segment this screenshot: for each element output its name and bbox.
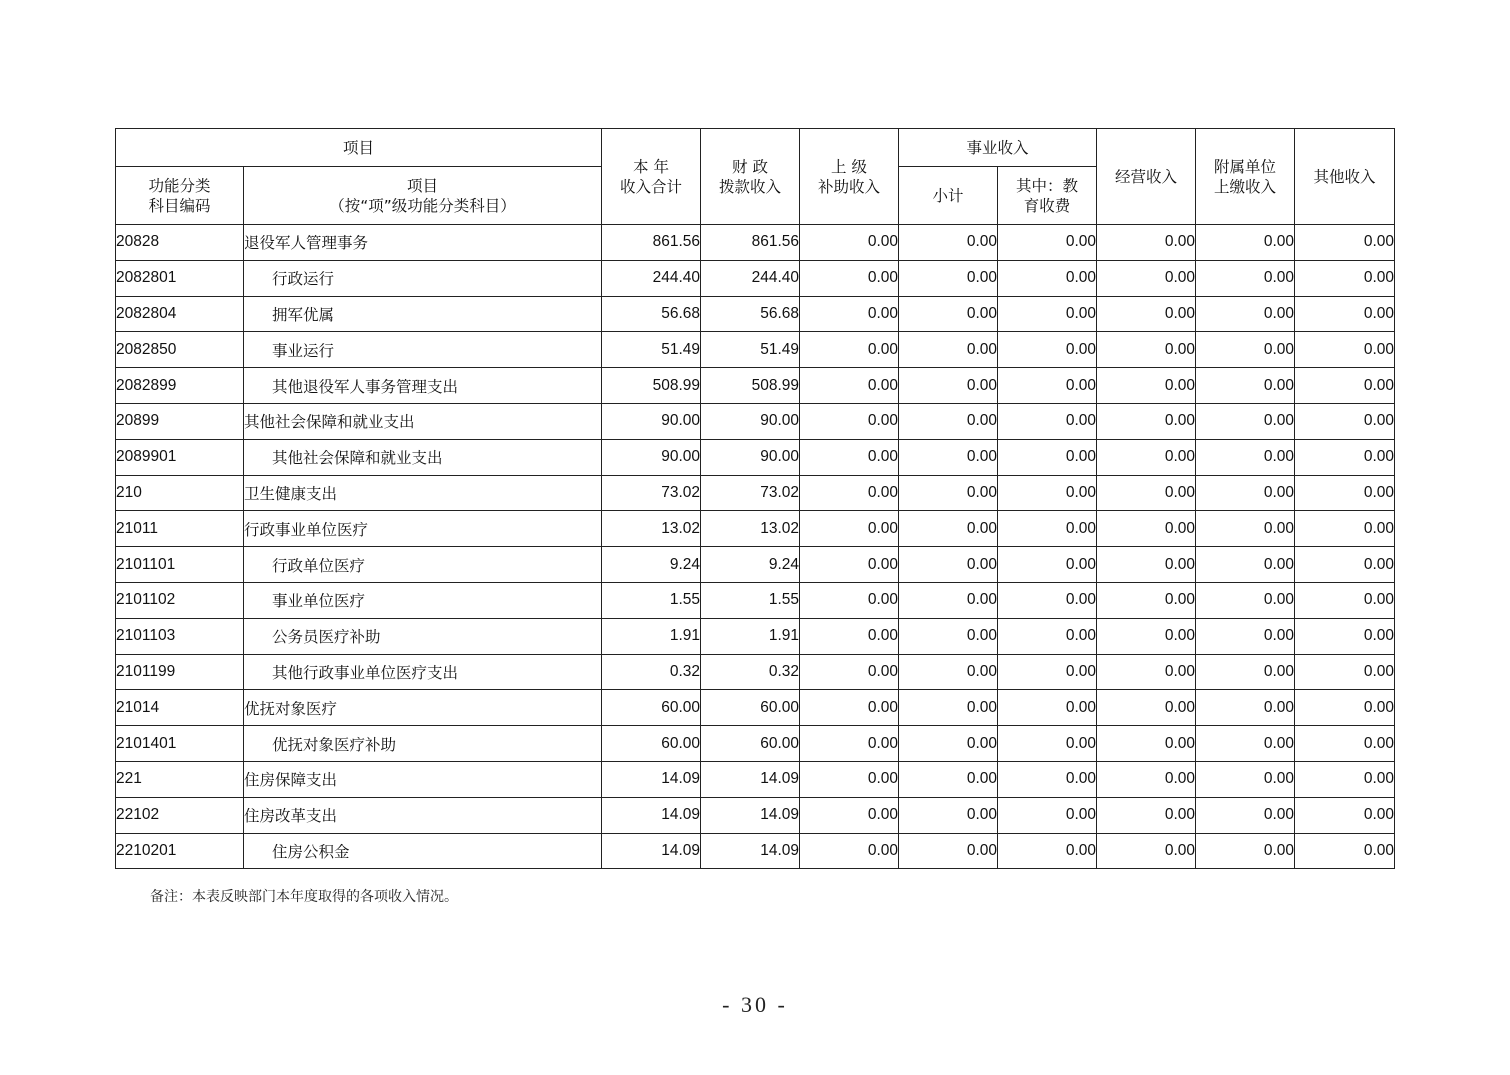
cell-other: 0.00 xyxy=(1295,654,1395,690)
cell-superior: 0.00 xyxy=(800,475,899,511)
table-row xyxy=(116,368,1395,404)
cell-code: 2210201 xyxy=(116,833,244,869)
cell-code: 21011 xyxy=(116,511,244,547)
cell-education: 0.00 xyxy=(998,403,1097,439)
cell-item-name: 优抚对象医疗 xyxy=(244,690,602,726)
table-row xyxy=(116,582,1395,618)
cell-affiliated: 0.00 xyxy=(1196,296,1295,332)
cell-fiscal: 60.00 xyxy=(701,690,800,726)
cell-subtotal: 0.00 xyxy=(899,439,998,475)
cell-total: 56.68 xyxy=(602,296,701,332)
cell-fiscal: 861.56 xyxy=(701,225,800,261)
cell-item-name: 优抚对象医疗补助 xyxy=(244,726,602,762)
cell-superior: 0.00 xyxy=(800,833,899,869)
cell-subtotal: 0.00 xyxy=(899,690,998,726)
cell-fiscal: 90.00 xyxy=(701,439,800,475)
cell-superior: 0.00 xyxy=(800,547,899,583)
cell-total: 90.00 xyxy=(602,439,701,475)
cell-fiscal: 244.40 xyxy=(701,260,800,296)
cell-operating: 0.00 xyxy=(1097,475,1196,511)
cell-superior: 0.00 xyxy=(800,225,899,261)
cell-fiscal: 60.00 xyxy=(701,726,800,762)
cell-subtotal: 0.00 xyxy=(899,654,998,690)
table-row xyxy=(116,690,1395,726)
table-row xyxy=(116,511,1395,547)
cell-superior: 0.00 xyxy=(800,368,899,404)
cell-fiscal: 51.49 xyxy=(701,332,800,368)
cell-other: 0.00 xyxy=(1295,475,1395,511)
header-code: 功能分类 科目编码 xyxy=(116,167,244,225)
table-row xyxy=(116,403,1395,439)
cell-operating: 0.00 xyxy=(1097,761,1196,797)
cell-total: 14.09 xyxy=(602,797,701,833)
cell-code: 2089901 xyxy=(116,439,244,475)
cell-superior: 0.00 xyxy=(800,761,899,797)
cell-affiliated: 0.00 xyxy=(1196,511,1295,547)
cell-subtotal: 0.00 xyxy=(899,225,998,261)
cell-superior: 0.00 xyxy=(800,654,899,690)
cell-subtotal: 0.00 xyxy=(899,368,998,404)
cell-superior: 0.00 xyxy=(800,260,899,296)
cell-code: 2101102 xyxy=(116,582,244,618)
header-operating-income: 经营收入 xyxy=(1097,129,1196,225)
cell-affiliated: 0.00 xyxy=(1196,582,1295,618)
cell-item-name: 其他社会保障和就业支出 xyxy=(244,439,602,475)
table-note: 备注：本表反映部门本年度取得的各项收入情况。 xyxy=(150,889,458,905)
cell-affiliated: 0.00 xyxy=(1196,761,1295,797)
table-row xyxy=(116,797,1395,833)
cell-affiliated: 0.00 xyxy=(1196,225,1295,261)
cell-superior: 0.00 xyxy=(800,439,899,475)
table-row xyxy=(116,225,1395,261)
cell-total: 9.24 xyxy=(602,547,701,583)
table-row xyxy=(116,833,1395,869)
cell-affiliated: 0.00 xyxy=(1196,618,1295,654)
cell-total: 13.02 xyxy=(602,511,701,547)
cell-fiscal: 73.02 xyxy=(701,475,800,511)
cell-education: 0.00 xyxy=(998,797,1097,833)
cell-other: 0.00 xyxy=(1295,368,1395,404)
cell-code: 2082801 xyxy=(116,260,244,296)
cell-education: 0.00 xyxy=(998,582,1097,618)
cell-operating: 0.00 xyxy=(1097,654,1196,690)
cell-superior: 0.00 xyxy=(800,797,899,833)
cell-education: 0.00 xyxy=(998,761,1097,797)
cell-total: 60.00 xyxy=(602,690,701,726)
cell-other: 0.00 xyxy=(1295,403,1395,439)
cell-item-name: 行政运行 xyxy=(244,260,602,296)
cell-operating: 0.00 xyxy=(1097,403,1196,439)
cell-fiscal: 1.55 xyxy=(701,582,800,618)
cell-other: 0.00 xyxy=(1295,582,1395,618)
table-row xyxy=(116,475,1395,511)
cell-total: 14.09 xyxy=(602,761,701,797)
page-number: - 30 - xyxy=(722,992,788,1017)
cell-education: 0.00 xyxy=(998,260,1097,296)
cell-item-name: 住房改革支出 xyxy=(244,797,602,833)
cell-total: 508.99 xyxy=(602,368,701,404)
cell-education: 0.00 xyxy=(998,225,1097,261)
cell-code: 2101401 xyxy=(116,726,244,762)
cell-code: 2082850 xyxy=(116,332,244,368)
cell-subtotal: 0.00 xyxy=(899,547,998,583)
cell-fiscal: 1.91 xyxy=(701,618,800,654)
cell-superior: 0.00 xyxy=(800,690,899,726)
cell-affiliated: 0.00 xyxy=(1196,833,1295,869)
cell-item-name: 行政单位医疗 xyxy=(244,547,602,583)
cell-operating: 0.00 xyxy=(1097,690,1196,726)
cell-education: 0.00 xyxy=(998,833,1097,869)
cell-education: 0.00 xyxy=(998,547,1097,583)
header-total-income: 本 年 收入合计 xyxy=(602,129,701,225)
cell-code: 2101103 xyxy=(116,618,244,654)
cell-superior: 0.00 xyxy=(800,296,899,332)
cell-code: 21014 xyxy=(116,690,244,726)
cell-education: 0.00 xyxy=(998,690,1097,726)
cell-subtotal: 0.00 xyxy=(899,475,998,511)
cell-total: 51.49 xyxy=(602,332,701,368)
cell-superior: 0.00 xyxy=(800,403,899,439)
table-row xyxy=(116,654,1395,690)
cell-code: 2101101 xyxy=(116,547,244,583)
cell-affiliated: 0.00 xyxy=(1196,403,1295,439)
cell-item-name: 其他行政事业单位医疗支出 xyxy=(244,654,602,690)
cell-code: 20899 xyxy=(116,403,244,439)
cell-education: 0.00 xyxy=(998,511,1097,547)
cell-fiscal: 14.09 xyxy=(701,761,800,797)
cell-affiliated: 0.00 xyxy=(1196,654,1295,690)
table-row xyxy=(116,260,1395,296)
cell-operating: 0.00 xyxy=(1097,296,1196,332)
header-item-name: 项目 （按“项”级功能分类科目） xyxy=(244,167,602,225)
income-table xyxy=(115,128,1395,869)
cell-operating: 0.00 xyxy=(1097,547,1196,583)
cell-operating: 0.00 xyxy=(1097,439,1196,475)
cell-total: 73.02 xyxy=(602,475,701,511)
cell-total: 90.00 xyxy=(602,403,701,439)
cell-code: 20828 xyxy=(116,225,244,261)
cell-operating: 0.00 xyxy=(1097,797,1196,833)
cell-subtotal: 0.00 xyxy=(899,403,998,439)
cell-code: 2082804 xyxy=(116,296,244,332)
cell-subtotal: 0.00 xyxy=(899,761,998,797)
cell-item-name: 退役军人管理事务 xyxy=(244,225,602,261)
header-fiscal-appropriation: 财 政 拨款收入 xyxy=(701,129,800,225)
cell-operating: 0.00 xyxy=(1097,368,1196,404)
cell-education: 0.00 xyxy=(998,618,1097,654)
cell-operating: 0.00 xyxy=(1097,582,1196,618)
table-row xyxy=(116,439,1395,475)
header-item-group: 项目 xyxy=(116,129,602,167)
cell-code: 22102 xyxy=(116,797,244,833)
cell-other: 0.00 xyxy=(1295,618,1395,654)
cell-code: 2082899 xyxy=(116,368,244,404)
cell-subtotal: 0.00 xyxy=(899,833,998,869)
header-education-fee: 其中：教 育收费 xyxy=(998,167,1097,225)
table-body xyxy=(116,225,1395,869)
cell-education: 0.00 xyxy=(998,368,1097,404)
cell-item-name: 公务员医疗补助 xyxy=(244,618,602,654)
table-row xyxy=(116,547,1395,583)
cell-other: 0.00 xyxy=(1295,511,1395,547)
cell-affiliated: 0.00 xyxy=(1196,547,1295,583)
cell-other: 0.00 xyxy=(1295,439,1395,475)
cell-other: 0.00 xyxy=(1295,833,1395,869)
cell-code: 221 xyxy=(116,761,244,797)
cell-other: 0.00 xyxy=(1295,296,1395,332)
cell-operating: 0.00 xyxy=(1097,332,1196,368)
header-business-income-group: 事业收入 xyxy=(899,129,1097,167)
cell-affiliated: 0.00 xyxy=(1196,368,1295,404)
cell-affiliated: 0.00 xyxy=(1196,797,1295,833)
cell-superior: 0.00 xyxy=(800,511,899,547)
table-row xyxy=(116,618,1395,654)
cell-education: 0.00 xyxy=(998,475,1097,511)
table-row xyxy=(116,761,1395,797)
cell-affiliated: 0.00 xyxy=(1196,475,1295,511)
cell-other: 0.00 xyxy=(1295,547,1395,583)
header-other-income: 其他收入 xyxy=(1295,129,1395,225)
cell-item-name: 事业单位医疗 xyxy=(244,582,602,618)
cell-other: 0.00 xyxy=(1295,761,1395,797)
cell-fiscal: 90.00 xyxy=(701,403,800,439)
cell-superior: 0.00 xyxy=(800,582,899,618)
cell-other: 0.00 xyxy=(1295,332,1395,368)
header-affiliated-income: 附属单位 上缴收入 xyxy=(1196,129,1295,225)
cell-total: 861.56 xyxy=(602,225,701,261)
cell-total: 244.40 xyxy=(602,260,701,296)
cell-fiscal: 13.02 xyxy=(701,511,800,547)
cell-item-name: 其他社会保障和就业支出 xyxy=(244,403,602,439)
cell-item-name: 事业运行 xyxy=(244,332,602,368)
cell-subtotal: 0.00 xyxy=(899,582,998,618)
cell-total: 60.00 xyxy=(602,726,701,762)
cell-superior: 0.00 xyxy=(800,332,899,368)
cell-operating: 0.00 xyxy=(1097,833,1196,869)
table-row xyxy=(116,332,1395,368)
cell-item-name: 行政事业单位医疗 xyxy=(244,511,602,547)
cell-fiscal: 14.09 xyxy=(701,797,800,833)
cell-operating: 0.00 xyxy=(1097,225,1196,261)
cell-education: 0.00 xyxy=(998,296,1097,332)
cell-total: 1.55 xyxy=(602,582,701,618)
cell-code: 2101199 xyxy=(116,654,244,690)
cell-operating: 0.00 xyxy=(1097,618,1196,654)
cell-total: 14.09 xyxy=(602,833,701,869)
cell-education: 0.00 xyxy=(998,726,1097,762)
cell-subtotal: 0.00 xyxy=(899,511,998,547)
cell-subtotal: 0.00 xyxy=(899,296,998,332)
cell-other: 0.00 xyxy=(1295,225,1395,261)
cell-subtotal: 0.00 xyxy=(899,618,998,654)
cell-education: 0.00 xyxy=(998,439,1097,475)
cell-affiliated: 0.00 xyxy=(1196,260,1295,296)
cell-fiscal: 508.99 xyxy=(701,368,800,404)
header-subtotal: 小计 xyxy=(899,167,998,225)
cell-code: 210 xyxy=(116,475,244,511)
table-header xyxy=(116,129,1395,225)
cell-education: 0.00 xyxy=(998,332,1097,368)
cell-subtotal: 0.00 xyxy=(899,726,998,762)
cell-fiscal: 0.32 xyxy=(701,654,800,690)
cell-superior: 0.00 xyxy=(800,726,899,762)
cell-affiliated: 0.00 xyxy=(1196,726,1295,762)
cell-other: 0.00 xyxy=(1295,690,1395,726)
cell-other: 0.00 xyxy=(1295,260,1395,296)
cell-fiscal: 14.09 xyxy=(701,833,800,869)
cell-operating: 0.00 xyxy=(1097,726,1196,762)
cell-subtotal: 0.00 xyxy=(899,332,998,368)
cell-item-name: 住房保障支出 xyxy=(244,761,602,797)
table-row xyxy=(116,296,1395,332)
cell-total: 0.32 xyxy=(602,654,701,690)
cell-subtotal: 0.00 xyxy=(899,260,998,296)
table-row xyxy=(116,726,1395,762)
cell-other: 0.00 xyxy=(1295,726,1395,762)
cell-operating: 0.00 xyxy=(1097,511,1196,547)
cell-subtotal: 0.00 xyxy=(899,797,998,833)
header-superior-subsidy: 上 级 补助收入 xyxy=(800,129,899,225)
cell-other: 0.00 xyxy=(1295,797,1395,833)
cell-education: 0.00 xyxy=(998,654,1097,690)
cell-total: 1.91 xyxy=(602,618,701,654)
cell-item-name: 住房公积金 xyxy=(244,833,602,869)
cell-affiliated: 0.00 xyxy=(1196,690,1295,726)
cell-superior: 0.00 xyxy=(800,618,899,654)
cell-affiliated: 0.00 xyxy=(1196,439,1295,475)
cell-affiliated: 0.00 xyxy=(1196,332,1295,368)
cell-fiscal: 9.24 xyxy=(701,547,800,583)
cell-item-name: 其他退役军人事务管理支出 xyxy=(244,368,602,404)
cell-operating: 0.00 xyxy=(1097,260,1196,296)
cell-fiscal: 56.68 xyxy=(701,296,800,332)
cell-item-name: 卫生健康支出 xyxy=(244,475,602,511)
cell-item-name: 拥军优属 xyxy=(244,296,602,332)
